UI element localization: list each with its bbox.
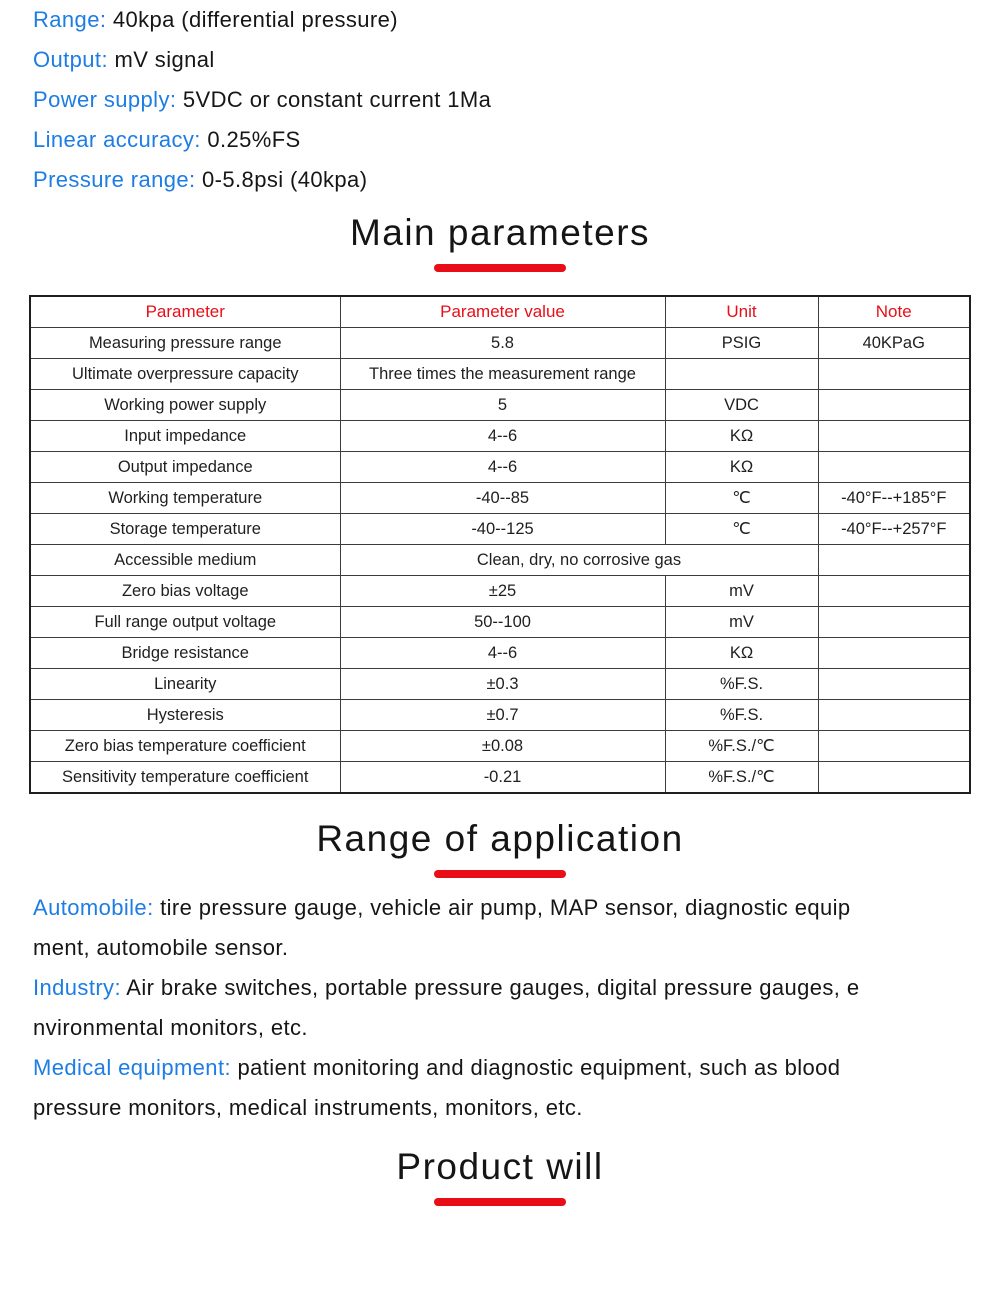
spec-value: 40kpa (differential pressure) bbox=[106, 7, 398, 32]
table-row bbox=[30, 359, 970, 390]
note-cell bbox=[818, 359, 970, 390]
table-row bbox=[30, 390, 970, 421]
note-cell bbox=[818, 762, 970, 794]
param-name-cell: Linearity bbox=[30, 669, 340, 700]
unit-cell: KΩ bbox=[665, 421, 818, 452]
unit-cell: ℃ bbox=[665, 483, 818, 514]
application-text: nvironmental monitors, etc. bbox=[33, 1015, 308, 1040]
table-row bbox=[30, 328, 970, 359]
table-row bbox=[30, 731, 970, 762]
param-value-cell: -0.21 bbox=[340, 762, 665, 794]
param-value-cell: 4--6 bbox=[340, 421, 665, 452]
unit-cell: ℃ bbox=[665, 514, 818, 545]
param-value-cell: Clean, dry, no corrosive gas bbox=[340, 545, 818, 576]
note-cell bbox=[818, 638, 970, 669]
param-name-cell: Zero bias temperature coefficient bbox=[30, 731, 340, 762]
note-cell bbox=[818, 452, 970, 483]
unit-cell: %F.S./℃ bbox=[665, 762, 818, 794]
spec-line-linear-accuracy bbox=[33, 120, 1000, 160]
param-value-cell: ±0.7 bbox=[340, 700, 665, 731]
param-name-cell: Bridge resistance bbox=[30, 638, 340, 669]
note-cell bbox=[818, 421, 970, 452]
section-title-product-will: Product will bbox=[396, 1146, 604, 1187]
application-text: tire pressure gauge, vehicle air pump, MAP sensor, diagnostic equip bbox=[153, 895, 851, 920]
header-unit: Unit bbox=[665, 296, 818, 328]
unit-cell: KΩ bbox=[665, 452, 818, 483]
note-cell bbox=[818, 545, 970, 576]
note-cell bbox=[818, 390, 970, 421]
spec-label: Linear accuracy: bbox=[33, 127, 201, 152]
table-row bbox=[30, 514, 970, 545]
table-row bbox=[30, 607, 970, 638]
param-name-cell: Accessible medium bbox=[30, 545, 340, 576]
title-underline bbox=[434, 264, 566, 272]
param-value-cell: -40--125 bbox=[340, 514, 665, 545]
param-value-cell: 5 bbox=[340, 390, 665, 421]
header-parameter-value: Parameter value bbox=[340, 296, 665, 328]
table-header-row bbox=[30, 296, 970, 328]
param-value-cell: 4--6 bbox=[340, 638, 665, 669]
header-parameter: Parameter bbox=[30, 296, 340, 328]
table-row bbox=[30, 545, 970, 576]
application-text: ment, automobile sensor. bbox=[33, 935, 289, 960]
note-cell bbox=[818, 669, 970, 700]
spec-label: Output: bbox=[33, 47, 108, 72]
spec-label: Range: bbox=[33, 7, 107, 32]
spec-line-range bbox=[33, 0, 1000, 40]
param-value-cell: 50--100 bbox=[340, 607, 665, 638]
param-value-cell: 5.8 bbox=[340, 328, 665, 359]
param-name-cell: Ultimate overpressure capacity bbox=[30, 359, 340, 390]
table-row bbox=[30, 452, 970, 483]
param-name-cell: Sensitivity temperature coefficient bbox=[30, 762, 340, 794]
title-underline bbox=[434, 870, 566, 878]
param-value-cell: ±25 bbox=[340, 576, 665, 607]
application-text: Air brake switches, portable pressure gauges, digital pressure gauges, e bbox=[120, 975, 860, 1000]
application-text: patient monitoring and diagnostic equipment, such as blood bbox=[230, 1055, 841, 1080]
parameters-table bbox=[29, 295, 971, 794]
spec-label: Power supply: bbox=[33, 87, 177, 112]
application-list bbox=[0, 888, 1000, 1128]
unit-cell bbox=[665, 359, 818, 390]
section-title-range-of-application: Range of application bbox=[316, 818, 684, 859]
unit-cell: mV bbox=[665, 576, 818, 607]
param-name-cell: Zero bias voltage bbox=[30, 576, 340, 607]
unit-cell: %F.S. bbox=[665, 669, 818, 700]
unit-cell: KΩ bbox=[665, 638, 818, 669]
param-value-cell: ±0.08 bbox=[340, 731, 665, 762]
param-name-cell: Working power supply bbox=[30, 390, 340, 421]
application-text: pressure monitors, medical instruments, monitors, etc. bbox=[33, 1095, 583, 1120]
note-cell bbox=[818, 607, 970, 638]
section-title-main-parameters: Main parameters bbox=[349, 212, 651, 253]
note-cell bbox=[818, 700, 970, 731]
spec-value: mV signal bbox=[107, 47, 215, 72]
application-label: Medical equipment: bbox=[33, 1055, 231, 1080]
unit-cell: mV bbox=[665, 607, 818, 638]
header-note: Note bbox=[818, 296, 970, 328]
spec-list bbox=[0, 0, 1000, 200]
note-cell bbox=[818, 731, 970, 762]
title-underline bbox=[434, 1198, 566, 1206]
application-paragraph-automobile bbox=[33, 888, 980, 968]
table-row bbox=[30, 576, 970, 607]
param-name-cell: Storage temperature bbox=[30, 514, 340, 545]
note-cell: -40°F--+257°F bbox=[818, 514, 970, 545]
param-value-cell: ±0.3 bbox=[340, 669, 665, 700]
param-value-cell: -40--85 bbox=[340, 483, 665, 514]
unit-cell: PSIG bbox=[665, 328, 818, 359]
spec-value: 0.25%FS bbox=[200, 127, 301, 152]
application-label: Automobile: bbox=[33, 895, 154, 920]
table-row bbox=[30, 700, 970, 731]
param-name-cell: Full range output voltage bbox=[30, 607, 340, 638]
param-name-cell: Output impedance bbox=[30, 452, 340, 483]
table-row bbox=[30, 483, 970, 514]
param-value-cell: Three times the measurement range bbox=[340, 359, 665, 390]
application-label: Industry: bbox=[33, 975, 121, 1000]
note-cell: -40°F--+185°F bbox=[818, 483, 970, 514]
spec-value: 5VDC or constant current 1Ma bbox=[176, 87, 492, 112]
table-row bbox=[30, 762, 970, 794]
param-value-cell: 4--6 bbox=[340, 452, 665, 483]
note-cell: 40KPaG bbox=[818, 328, 970, 359]
spec-line-pressure-range bbox=[33, 160, 1000, 200]
param-name-cell: Input impedance bbox=[30, 421, 340, 452]
spec-value: 0-5.8psi (40kpa) bbox=[195, 167, 368, 192]
unit-cell: VDC bbox=[665, 390, 818, 421]
param-name-cell: Hysteresis bbox=[30, 700, 340, 731]
application-paragraph-medical bbox=[33, 1048, 980, 1128]
unit-cell: %F.S. bbox=[665, 700, 818, 731]
note-cell bbox=[818, 576, 970, 607]
unit-cell: %F.S./℃ bbox=[665, 731, 818, 762]
spec-line-output bbox=[33, 40, 1000, 80]
param-name-cell: Working temperature bbox=[30, 483, 340, 514]
table-row bbox=[30, 669, 970, 700]
application-paragraph-industry bbox=[33, 968, 980, 1048]
spec-line-power-supply bbox=[33, 80, 1000, 120]
spec-label: Pressure range: bbox=[33, 167, 196, 192]
table-row bbox=[30, 421, 970, 452]
param-name-cell: Measuring pressure range bbox=[30, 328, 340, 359]
table-row bbox=[30, 638, 970, 669]
